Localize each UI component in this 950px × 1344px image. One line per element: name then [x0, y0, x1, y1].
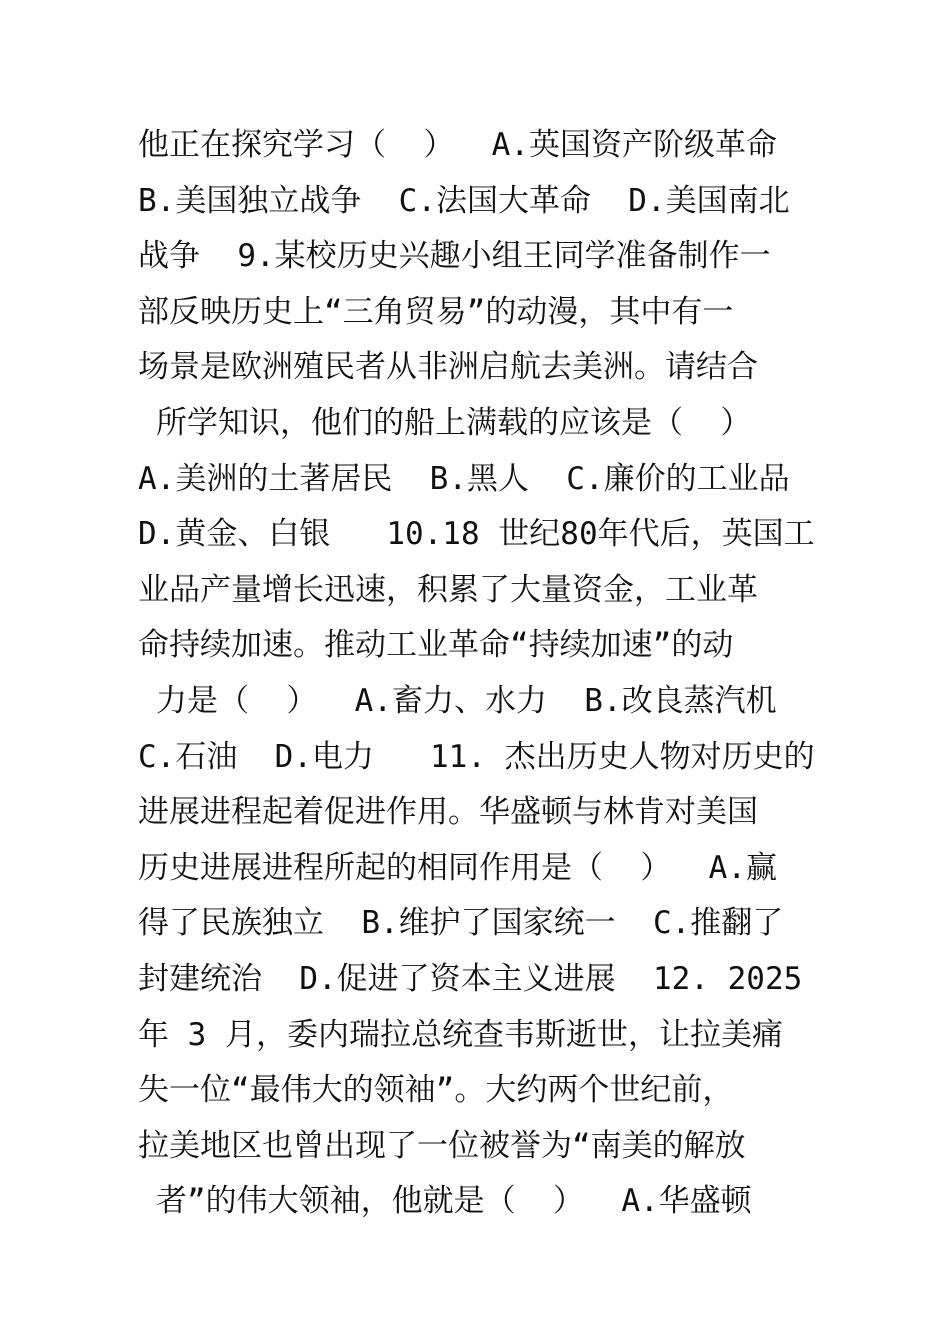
text-line: B.美国独立战争 C.法国大革命 D.美国南北 [138, 182, 790, 219]
text-line: 业品产量增长迅速，积累了大量资金，工业革 [138, 571, 758, 608]
text-line: C.石油 D.电力 11. 杰出历史人物对历史的 [138, 738, 815, 775]
text-line: 命持续加速。推动工业革命“持续加速”的动 [138, 627, 734, 664]
text-line: 力是（ ） A.畜力、水力 B.改良蒸汽机 [156, 682, 777, 719]
text-line: 部反映历史上“三角贸易”的动漫，其中有一 [138, 293, 734, 330]
text-line: 他正在探究学习（ ） A.英国资产阶级革命 [138, 127, 777, 163]
text-line: D.黄金、白银 10.18 世纪80年代后，英国工 [138, 516, 815, 553]
text-line: 失一位“最伟大的领袖”。大约两个世纪前， [138, 1072, 734, 1109]
text-line: A.美洲的土著居民 B.黑人 C.廉价的工业品 [138, 460, 790, 497]
text-line: 得了民族独立 B.维护了国家统一 C.推翻了 [138, 905, 784, 942]
text-line: 所学知识，他们的船上满载的应该是（ ） [156, 404, 752, 441]
text-line: 拉美地区也曾出现了一位被誉为“南美的解放 [138, 1127, 746, 1164]
text-line: 进展进程起着促进作用。华盛顿与林肯对美国 [138, 794, 758, 831]
text-line: 者”的伟大领袖，他就是（ ） A.华盛顿 [156, 1183, 752, 1220]
question-text-block [138, 118, 828, 1230]
text-line: 封建统治 D.促进了资本主义进展 12. 2025 [138, 960, 803, 997]
text-line: 战争 9.某校历史兴趣小组王同学准备制作一 [138, 238, 771, 275]
text-line: 历史进展进程所起的相同作用是（ ） A.赢 [138, 849, 777, 886]
text-line: 年 3 月，委内瑞拉总统查韦斯逝世，让拉美痛 [138, 1016, 783, 1053]
text-line: 场景是欧洲殖民者从非洲启航去美洲。请结合 [138, 349, 758, 386]
